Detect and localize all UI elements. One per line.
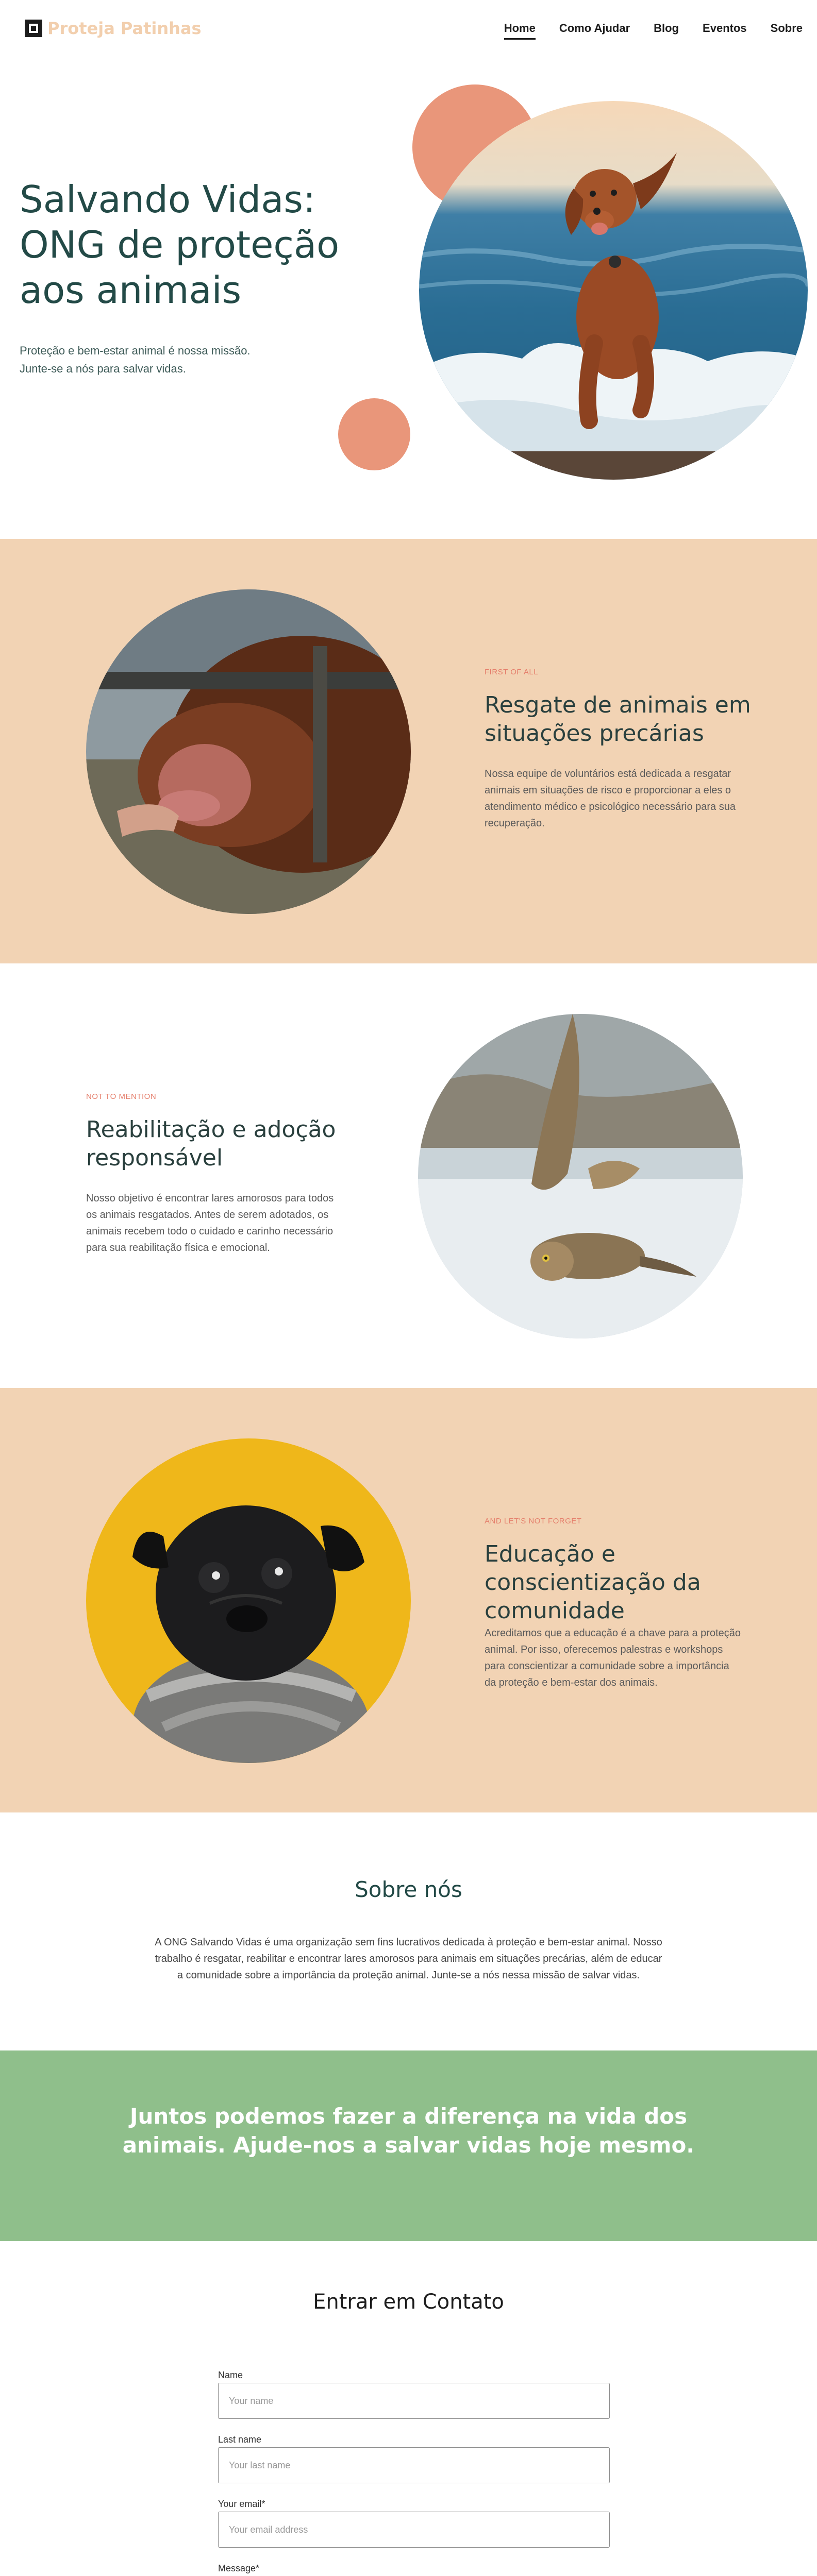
nav-sobre[interactable]: Sobre bbox=[770, 22, 803, 35]
name-input[interactable] bbox=[218, 2383, 610, 2419]
feature-text: Acreditamos que a educação é a chave para a proteção animal. Por isso, oferecemos palestras e workshops para conscientizar a comunidade sobre a importância da proteção e bem-estar dos animais. bbox=[485, 1628, 741, 1688]
decor-circle-small bbox=[338, 398, 410, 470]
email-input[interactable] bbox=[218, 2512, 610, 2548]
hero-dog-photo bbox=[419, 101, 808, 480]
cow-photo bbox=[86, 589, 411, 914]
feature-adoption bbox=[0, 963, 817, 1388]
feature-title: Educação e conscientização da comunidade bbox=[485, 1541, 701, 1624]
cta-banner bbox=[0, 2050, 817, 2241]
feature-eyebrow: FIRST OF ALL bbox=[485, 668, 539, 676]
name-label: Name bbox=[218, 2370, 243, 2380]
hero-section bbox=[0, 61, 817, 539]
about-text: A ONG Salvando Vidas é uma organização sem fins lucrativos dedicada à proteção e bem-estar animal. Nosso trabalho é resgatar, reabilitar e encontrar lares amorosos para animais em situações precárias, além de educar a comunidade sobre a importância da proteção animal. Junte-se a nós nessa missão de salvar vidas. bbox=[155, 1937, 662, 1981]
about-title: Sobre nós bbox=[355, 1877, 462, 1902]
last-name-input[interactable] bbox=[218, 2447, 610, 2483]
feature-title: Reabilitação e adoção responsável bbox=[86, 1116, 336, 1171]
about-section bbox=[0, 1812, 817, 2050]
nav-como-ajudar[interactable]: Como Ajudar bbox=[559, 22, 630, 35]
hero-subtitle: Proteção e bem-estar animal é nossa missão. Junte-se a nós para salvar vidas. bbox=[20, 344, 251, 375]
owl-photo bbox=[418, 1014, 743, 1338]
hero-title: Salvando Vidas: ONG de proteção aos animais bbox=[20, 178, 340, 312]
message-label: Message* bbox=[218, 2563, 260, 2573]
header-logo[interactable] bbox=[25, 19, 202, 38]
feature-rescue bbox=[0, 539, 817, 963]
nav-eventos[interactable]: Eventos bbox=[703, 22, 747, 35]
contact-title: Entrar em Contato bbox=[313, 2290, 504, 2314]
nav-blog[interactable]: Blog bbox=[654, 22, 679, 35]
nav-home[interactable]: Home bbox=[504, 22, 536, 40]
cta-text: Juntos podemos fazer a diferença na vida dos animais. Ajude-nos a salvar vidas hoje mesmo. bbox=[122, 2104, 695, 2158]
main-nav bbox=[504, 22, 803, 40]
feature-eyebrow: NOT TO MENTION bbox=[86, 1092, 157, 1101]
last-name-label: Last name bbox=[218, 2434, 262, 2445]
logo-mark-icon bbox=[25, 20, 42, 37]
email-label: Your email* bbox=[218, 2499, 265, 2509]
feature-education bbox=[0, 1388, 817, 1812]
contact-section bbox=[0, 2241, 817, 2576]
feature-title: Resgate de animais em situações precárias bbox=[485, 692, 751, 747]
feature-text: Nosso objetivo é encontrar lares amorosos para todos os animais resgatados. Antes de serem adotados, os animais recebem todo o cuidado e carinho necessário para sua reabilitação física e emocional. bbox=[86, 1193, 334, 1253]
feature-eyebrow: AND LET'S NOT FORGET bbox=[485, 1517, 582, 1526]
feature-text: Nossa equipe de voluntários está dedicada a resgatar animais em situações de risco e proporcionar a eles o atendimento médico e psicológico necessário para sua recuperação. bbox=[485, 768, 736, 829]
pug-photo bbox=[86, 1438, 411, 1763]
logo-text: Proteja Patinhas bbox=[47, 19, 202, 38]
site-header bbox=[0, 0, 817, 61]
